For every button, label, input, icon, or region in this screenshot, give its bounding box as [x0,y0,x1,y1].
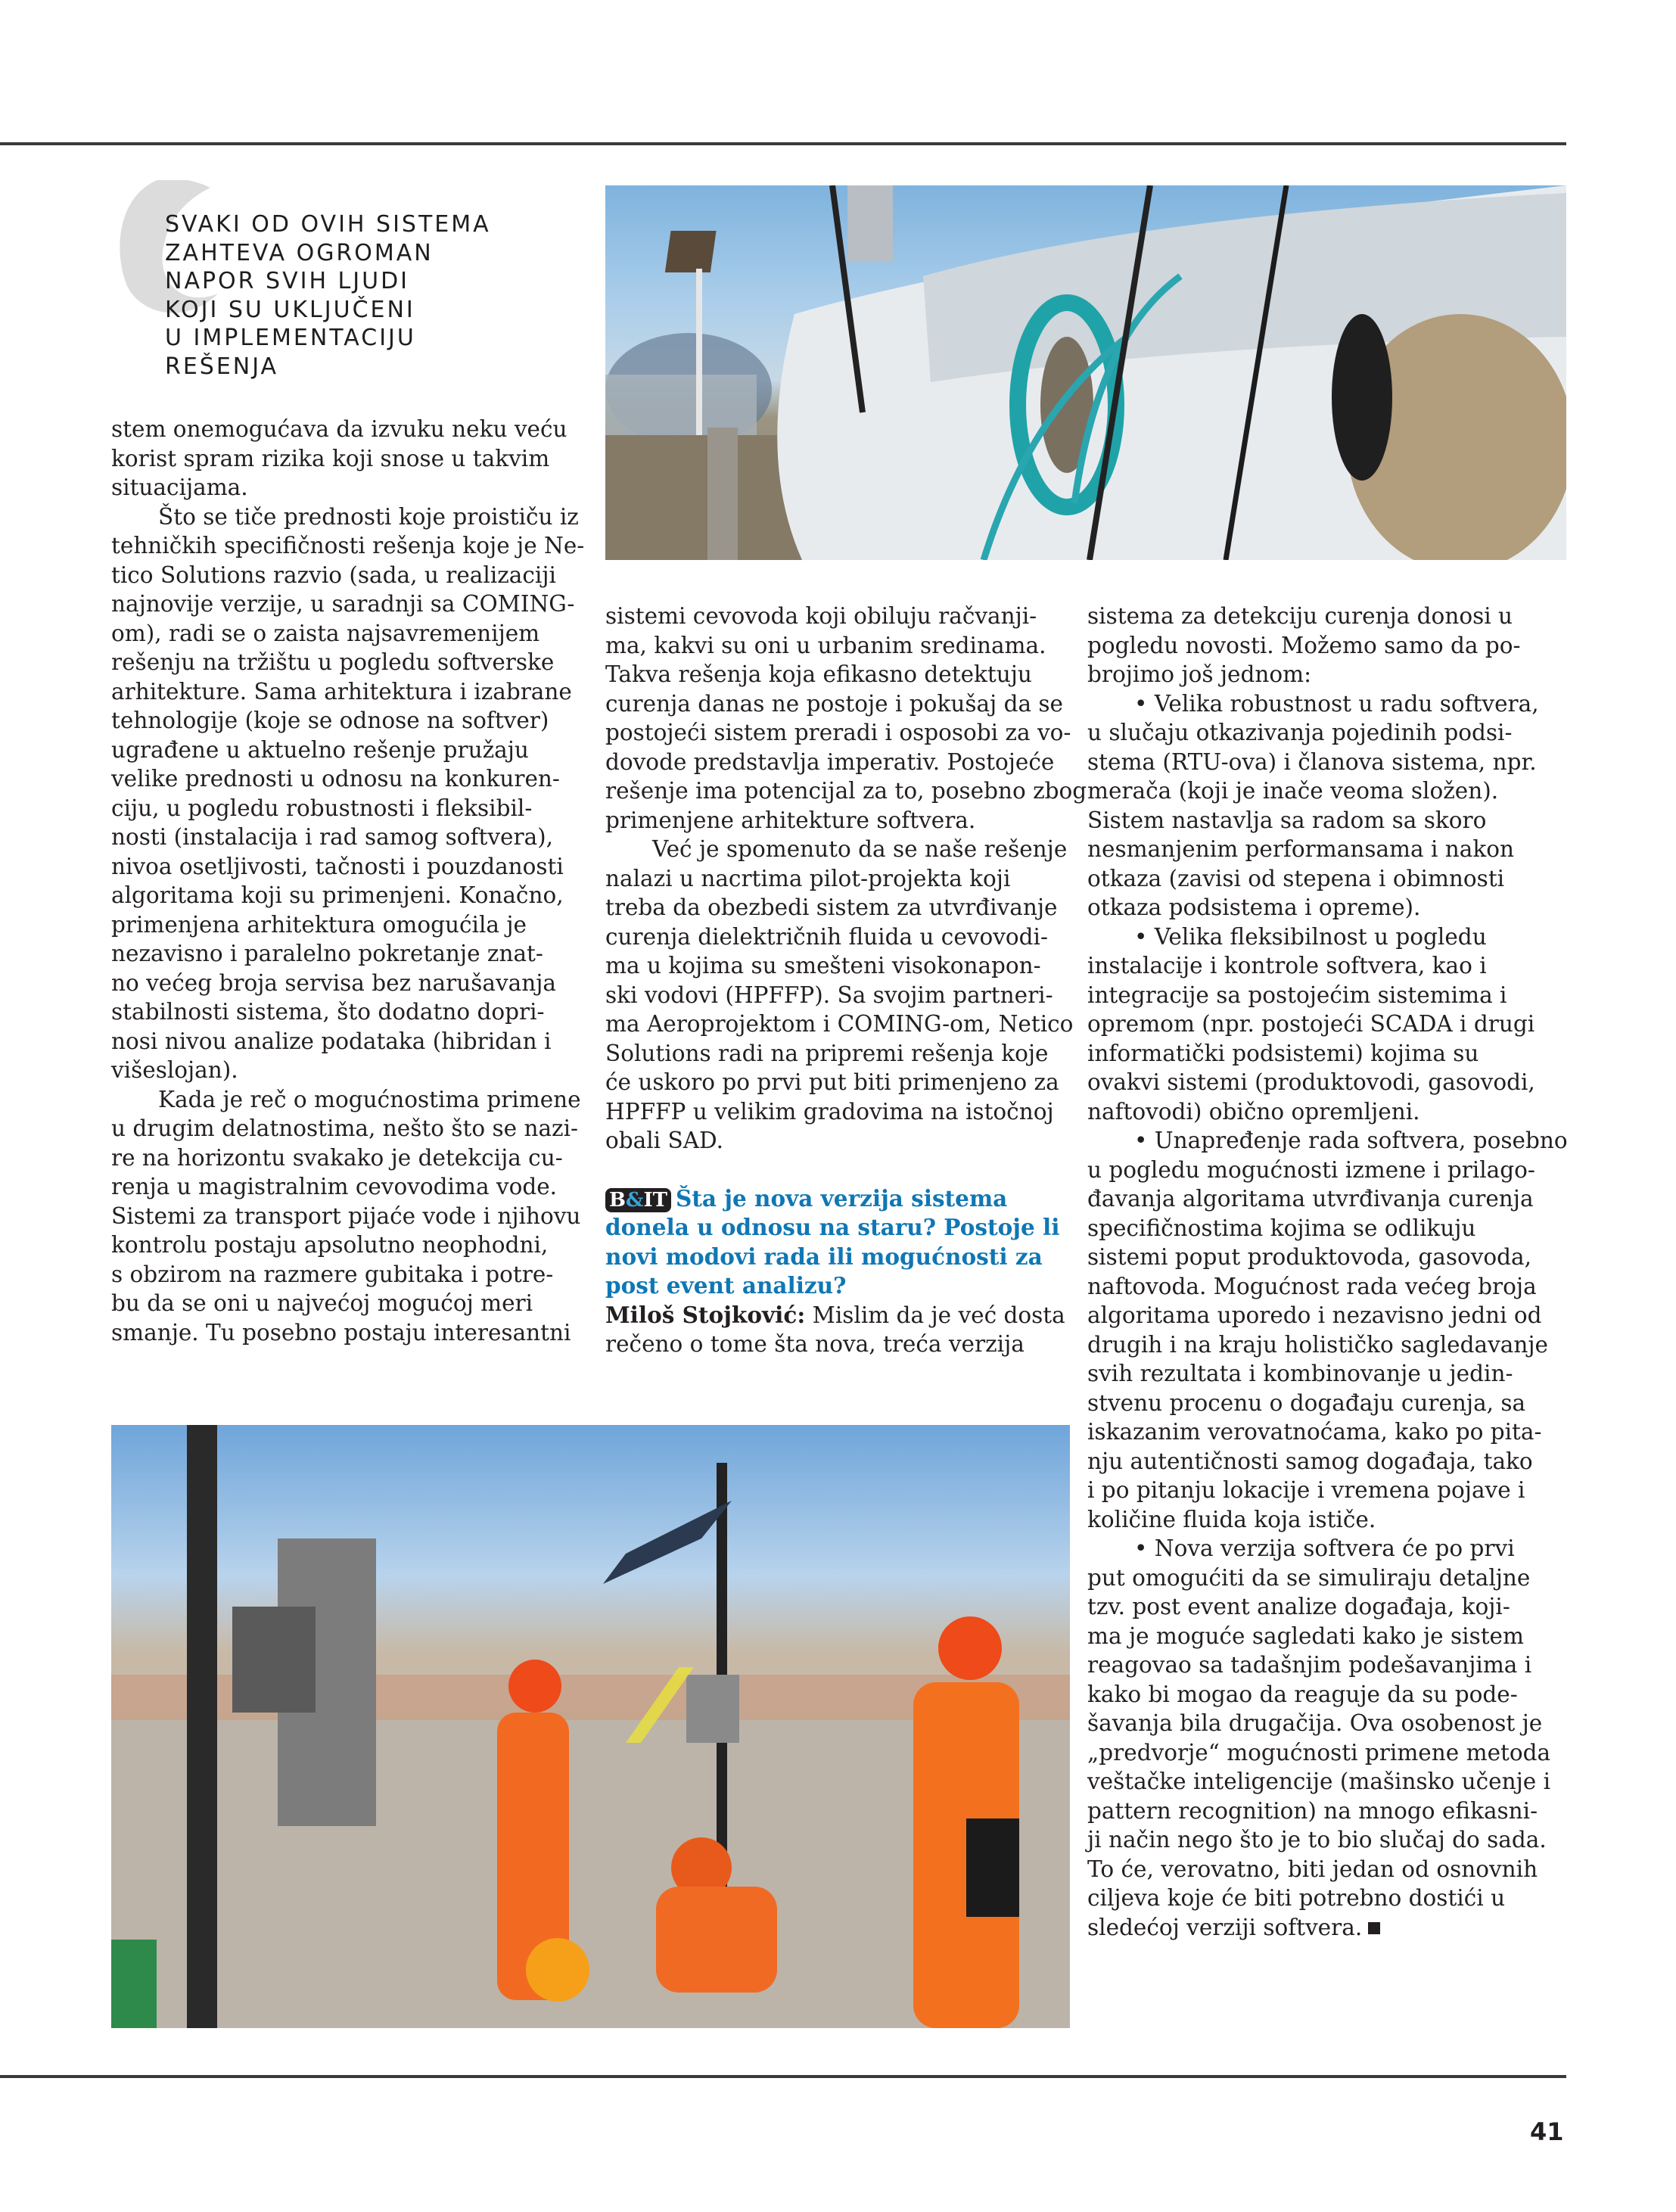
pull-quote-line: ZAHTEVA OGROMAN [165,239,434,266]
text-line: tzv. post event analize događaja, koji- [1087,1594,1510,1619]
question-line: novi modovi rada ili mogućnosti za [605,1243,1043,1270]
text-line: drugih i na kraju holističko sagledavanje [1087,1331,1548,1358]
text-line: postojeći sistem preradi i osposobi za vo- [605,720,1071,745]
text-line: algoritama uporedo i nezavisno jedni od [1087,1302,1542,1328]
text-line: algoritama koji su primenjeni. Konačno, [111,882,564,908]
text-line: rečeno o tome šta nova, treća verzija [605,1331,1025,1357]
text-line: informatički podsistemi) kojima su [1087,1040,1479,1066]
text-line: treba da obezbedi sistem za utvrđivanje [605,894,1058,920]
text-line: Kada je reč o mogućnostima primene [158,1086,581,1112]
text-line: ma u kojima su smešteni visokonapon- [605,953,1041,978]
text-line: arhitekture. Sama arhitektura i izabrane [111,678,572,705]
text-line: reagovao sa tadašnjim podešavanjima i [1087,1652,1532,1678]
text-line: otkaza podsistema i opreme). [1087,894,1421,920]
text-line: s obzirom na razmere gubitaka i potre- [111,1261,554,1287]
text-line: situacijama. [111,474,248,500]
last-line: sledećoj verziji softvera. [1087,1913,1564,1943]
text-line: ma Aeroprojektom i COMING-om, Netico [605,1011,1074,1037]
middle-column [605,602,1087,1359]
text-line: ovakvi sistemi (produktovodi, gasovodi, [1087,1069,1535,1095]
text-line: stem onemogućava da izvuku neku veću [111,416,567,442]
pull-quote-line: REŠENJA [165,353,279,380]
text-line: ji način nego što je to bio slučaj do sada. [1087,1827,1547,1853]
text-line: HPFFP u velikim gradovima na istočnoj [605,1098,1054,1125]
bit-badge: B&IT [605,1188,671,1212]
right-column [1087,602,1568,1942]
pull-quote-line: U IMPLEMENTACIJU [165,325,416,351]
text-line: nosti (instalacija i rad samog softvera), [111,824,554,850]
text-line: ugrađene u aktuelno rešenje pružaju [111,736,529,763]
pull-quote-line: NAPOR SVIH LJUDI [165,268,410,294]
text-line: količine fluida koja ističe. [1087,1506,1376,1532]
answer-text: Mislim da je već dosta [812,1302,1065,1328]
text-line: specifičnostima kojima se odlikuju [1087,1215,1476,1241]
bullet-item: • Nova verzija softvera će po prvi [1134,1535,1515,1561]
text-line: curenja danas ne postoje i pokušaj da se [605,690,1064,717]
text-line: nosi nivou analize podataka (hibridan i [111,1028,552,1054]
text-line: integracije sa postojećim sistemima i [1087,982,1507,1008]
question-line: Šta je nova verzija sistema [675,1184,1008,1212]
text-line: pattern recognition) na mnogo efikasni- [1087,1797,1538,1824]
text-line: đavanja algoritama utvrđivanja curenja [1087,1186,1534,1212]
text-line: šavanja bila drugačija. Ova osobenost je [1087,1710,1543,1736]
pull-quote-text [165,210,491,381]
text-line: Što se tiče prednosti koje proističu iz [158,503,579,530]
text-line: smanje. Tu posebno postaju interesantni [111,1319,571,1346]
pipeline-flowmeter-photo [605,185,1566,560]
text-line: ski vodovi (HPFFP). Sa svojim partneri- [605,982,1053,1008]
text-line: tehnologije (koje se odnose na softver) [111,708,549,733]
text-line: rešenju na tržištu u pogledu softverske [111,649,555,675]
text-line: Već je spomenuto da se naše rešenje [652,836,1068,862]
text-line: u slučaju otkazivanja pojedinih podsi- [1087,720,1513,745]
workers-field-photo [111,1425,1070,2028]
question-line: post event analizu? [605,1272,847,1299]
pull-quote-line: SVAKI OD OVIH SISTEMA [165,211,491,238]
text-line: nesmanjenim performansama i nakon [1087,836,1515,862]
text-line: tico Solutions razvio (sada, u realizaciji [111,562,556,588]
text-line: opremom (npr. postojeći SCADA i drugi [1087,1011,1535,1037]
text-line: u drugim delatnostima, nešto što se nazi- [111,1115,578,1141]
spacer [605,1156,1059,1184]
answer-first-line [605,1301,1065,1330]
bottom-rule [0,2075,1566,2078]
end-of-article-icon [1368,1922,1380,1934]
text-line: stabilnosti sistema, što dodatno dopri- [111,999,545,1025]
text-line: nju autentičnosti samog događaja, tako [1087,1448,1533,1474]
photo-illustration [111,1425,1070,2028]
text-line: renja u magistralnim cevovodima vode. [111,1174,558,1199]
text-line: obali SAD. [605,1128,723,1153]
text-line: sistemi cevovoda koji obiluju račvanji- [605,603,1037,629]
text-line: nalazi u nacrtima pilot-projekta koji [605,865,1011,891]
text-line: korist spram rizika koji snose u takvim [111,445,550,471]
text-line: će uskoro po prvi put biti primenjeno za [605,1069,1059,1095]
text-line: sistemi poput produktovoda, gasovoda, [1087,1244,1531,1270]
text-line: svih rezultata i kombinovanje u jedin- [1087,1361,1513,1386]
speaker-name: Miloš Stojković: [605,1301,806,1328]
text-line: curenja dielektričnih fluida u cevovodi- [605,923,1048,950]
text-line: „predvorje“ mogućnosti primene metoda [1087,1739,1551,1766]
left-column [111,415,585,1347]
text-line: stvenu procenu o događaju curenja, sa [1087,1389,1526,1416]
pull-quote-line: KOJI SU UKLJUČENI [165,296,415,323]
text-line: primenjene arhitekture softvera. [605,807,976,833]
text-line: om), radi se o zaista najsavremenijem [111,620,540,646]
text-line: dovode predstavlja imperativ. Postojeće [605,748,1055,775]
text-line: rešenje ima potencijal za to, posebno zbog [605,778,1087,804]
text-line: Solutions radi na pripremi rešenja koje [605,1040,1049,1066]
text-line: put omogućiti da se simuliraju detaljne [1087,1564,1531,1591]
text-line: velike prednosti u odnosu na konkuren- [111,766,560,792]
text-line: merača (koji je inače veoma složen). [1087,778,1499,804]
text-line: kako bi mogao da reaguje da su pode- [1087,1681,1518,1707]
text-line: Sistem nastavlja sa radom sa skoro [1087,807,1487,833]
text-line: višeslojan). [111,1057,238,1083]
text-line: re na horizontu svakako je detekcija cu- [111,1144,563,1171]
text-line: stema (RTU-ova) i članova sistema, npr. [1087,748,1537,775]
text-line: otkaza (zavisi od stepena i obimnosti [1087,865,1505,891]
bullet-item: • Velika fleksibilnost u pogledu [1134,923,1487,950]
top-rule [0,142,1566,145]
pull-quote [106,180,560,392]
text-line: brojimo još jednom: [1087,661,1312,687]
text-line: ciju, u pogledu robustnosti i fleksibil- [111,795,533,821]
text-line: instalacije i kontrole softvera, kao i [1087,953,1487,978]
text-line: ma je moguće sagledati kako je sistem [1087,1622,1524,1649]
text-line: no većeg broja servisa bez narušavanja [111,969,556,996]
text-line: bu da se oni u najvećoj mogućoj meri [111,1290,533,1316]
text-line: tehničkih specifičnosti rešenja koje je Ne- [111,533,585,558]
text-line: Sistemi za transport pijaće vode i njihovu [111,1202,581,1229]
text-line: u pogledu mogućnosti izmene i prilago- [1087,1156,1535,1183]
text-line: najnovije verzije, u saradnji sa COMING- [111,591,575,617]
photo-illustration [605,185,1566,560]
text-line: kontrolu postaju apsolutno neophodni, [111,1232,549,1258]
interview-question [605,1184,1059,1301]
text-line: To će, verovatno, biti jedan od osnovnih [1087,1856,1538,1882]
text-line: naftovoda. Mogućnost rada većeg broja [1087,1273,1537,1299]
question-line: donela u odnosu na staru? Postoje li [605,1214,1060,1240]
text-line: veštačke inteligencije (mašinsko učenje i [1087,1769,1551,1794]
text-line: nivoa osetljivosti, tačnosti i pouzdanosti [111,853,564,879]
text-line: i po pitanju lokacije i vremena pojave i [1087,1477,1525,1503]
text-line: pogledu novosti. Možemo samo da po- [1087,632,1521,658]
page-number: 41 [1530,2117,1564,2146]
bullet-item: • Unapređenje rada softvera, posebno [1134,1128,1568,1153]
text-line: naftovodi) obično opremljeni. [1087,1098,1420,1125]
text-line: Takva rešenja koja efikasno detektuju [605,661,1032,687]
text-line: ciljeva koje će biti potrebno dostići u [1087,1885,1506,1911]
bullet-item: • Velika robustnost u radu softvera, [1134,690,1539,717]
text-line: ma, kakvi su oni u urbanim sredinama. [605,632,1046,658]
text-line: iskazanim verovatnoćama, kako po pita- [1087,1419,1542,1445]
text-line: primenjena arhitektura omogućila je [111,911,527,938]
text-line: nezavisno i paralelno pokretanje znat- [111,941,543,966]
text-line: sistema za detekciju curenja donosi u [1087,603,1513,629]
